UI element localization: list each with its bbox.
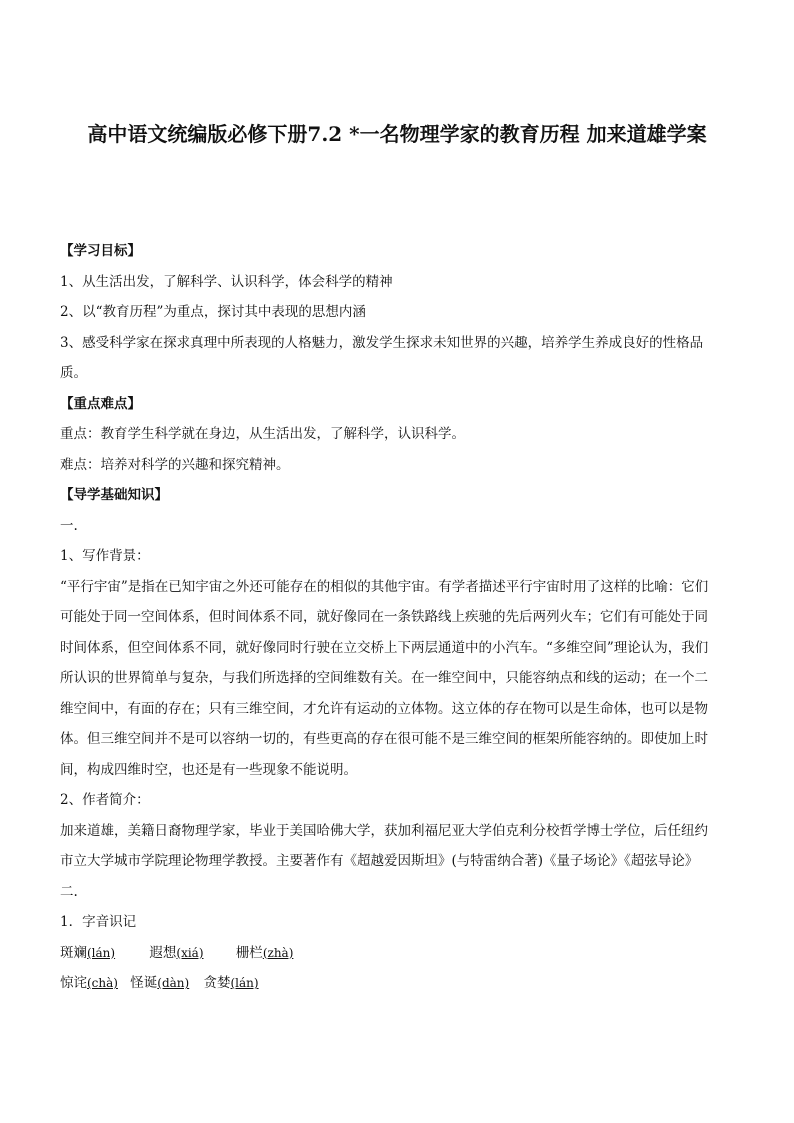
part-one-label: 一. bbox=[60, 517, 78, 534]
vocab-word: 遐想 bbox=[149, 944, 177, 961]
guide-heading: 【导学基础知识】 bbox=[60, 487, 168, 503]
background-text: “平行宇宙”是指在已知宇宙之外还可能存在的相似的其他宇宙。有学者描述平行宇宙时用了这样的比喻：它们可能处于同一空间体系，但时间体系不同，就好像同在一条铁路线上疾驰的先后两列火车；它们有可能处于同时间体系，但空间体系不同，就好像同时行驶在立交桥上下两层通道中的小汽车。“多维空间”理论认为，我们所认识的世界简单与复杂，与我们所选择的空间维数有关。在一维空间中，只能容纳点和线的运动；在一个二维空间中，有面的存在；只有三维空间，才允许有运动的立体物。这立体的存在物可以是生命体，也可以是物体。但三维空间并不是可以容纳一切的，有些更高的存在很可能不是三维空间的框架所能容纳的。即使加上时间，构成四维时空，也还是有一些现象不能说明。 bbox=[60, 578, 709, 778]
objective-item: 3、感受科学家在探求真理中所表现的人格魅力，激发学生探求未知世界的兴趣，培养学生养成良好的性格品质。 bbox=[60, 334, 704, 381]
objective-item: 1、从生活出发，了解科学、认识科学，体会科学的精神 bbox=[60, 273, 393, 290]
part-two-label: 二. bbox=[60, 883, 78, 900]
vocab-row-1 bbox=[60, 938, 720, 969]
vocab-item bbox=[236, 938, 294, 969]
vocab-word: 贪婪 bbox=[203, 975, 231, 991]
vocab-pinyin: (zhà) bbox=[262, 945, 294, 960]
vocab-pinyin: (lán) bbox=[230, 976, 259, 990]
author-heading: 2、作者简介： bbox=[60, 792, 150, 808]
vocab-item bbox=[149, 938, 203, 969]
vocab-word: 怪诞 bbox=[130, 975, 158, 991]
background-heading: 1、写作背景： bbox=[60, 548, 150, 564]
difficulty-point: 难点：培养对科学的兴趣和探究精神。 bbox=[60, 456, 290, 473]
vocab-pinyin: (dàn) bbox=[157, 976, 190, 990]
vocab-pinyin: (chà) bbox=[87, 976, 118, 990]
vocab-row-2 bbox=[60, 968, 720, 999]
vocab-item bbox=[60, 968, 118, 999]
document-title: 高中语文统编版必修下册7.2 *一名物理学家的教育历程 加来道雄学案 bbox=[87, 122, 707, 146]
vocab-word: 惊诧 bbox=[60, 975, 87, 991]
vocab-item bbox=[130, 968, 189, 999]
vocab-item bbox=[60, 938, 115, 969]
vocab-pinyin: (xiá) bbox=[176, 945, 204, 960]
vocab-item bbox=[204, 968, 259, 999]
key-point: 重点：教育学生科学就在身边，从生活出发，了解科学，认识科学。 bbox=[60, 426, 465, 442]
document-body bbox=[60, 236, 720, 999]
vocab-word: 栅栏 bbox=[235, 944, 263, 961]
objective-item: 2、以“教育历程”为重点，探讨其中表现的思想内涵 bbox=[60, 304, 366, 320]
vocab-pinyin: (lán) bbox=[87, 945, 116, 960]
pronunciation-heading: 1．字音识记 bbox=[60, 914, 137, 930]
author-text: 加来道雄，美籍日裔物理学家，毕业于美国哈佛大学，获加利福尼亚大学伯克利分校哲学博士学位，后任纽约市立大学城市学院理论物理学教授。主要著作有《超越爱因斯坦》(与特雷纳合著)《量子场论》《超弦导论》 bbox=[60, 822, 708, 869]
objectives-heading: 【学习目标】 bbox=[60, 243, 141, 259]
vocab-word: 斑斓 bbox=[60, 944, 87, 961]
key-heading: 【重点难点】 bbox=[60, 395, 141, 412]
